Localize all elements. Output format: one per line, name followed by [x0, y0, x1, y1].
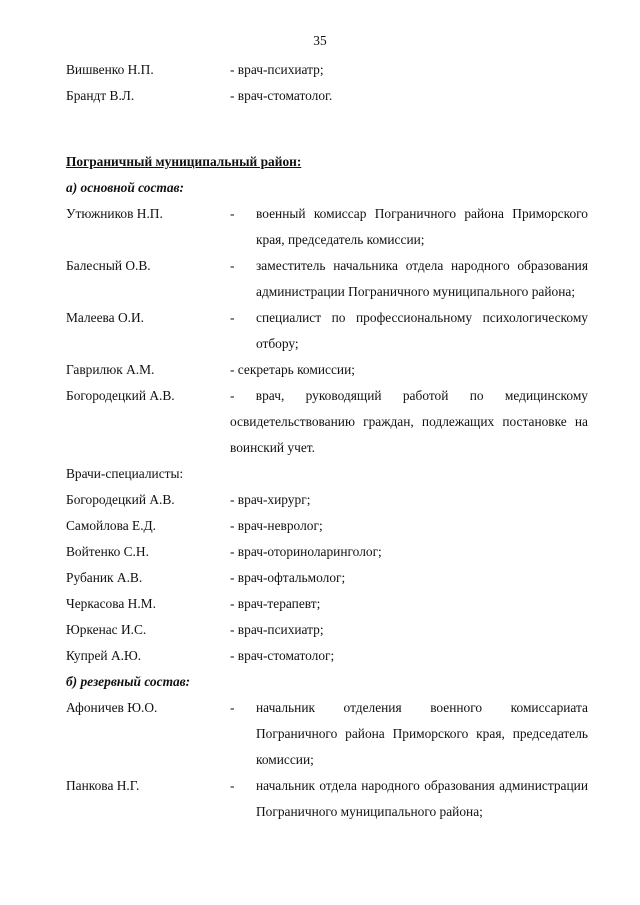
person-role: - врач-терапевт;	[230, 596, 321, 611]
person-role: заместитель начальника отдела народного образования администрации Пограничного муниципального района;	[256, 258, 588, 299]
person-role: - врач-стоматолог.	[230, 88, 333, 103]
dash-mark: -	[230, 310, 235, 325]
list-item	[66, 773, 588, 825]
list-item	[66, 617, 588, 643]
person-role: начальник отдела народного образования администрации Пограничного муниципального района;	[256, 778, 588, 819]
person-role: - секретарь комиссии;	[230, 362, 355, 377]
person-name: Рубаник А.В.	[66, 570, 143, 585]
person-name: Купрей А.Ю.	[66, 648, 142, 663]
list-item	[66, 539, 588, 565]
page-number: 35	[313, 33, 327, 48]
person-name: Афоничев Ю.О.	[66, 700, 158, 715]
person-name: Богородецкий А.В.	[66, 492, 175, 507]
list-item	[66, 383, 588, 461]
specialists-label: Врачи-специалисты:	[66, 466, 184, 481]
person-role: - врач-невролог;	[230, 518, 323, 533]
person-name: Юркенас И.С.	[66, 622, 147, 637]
person-role: специалист по профессиональному психологическому отбору;	[256, 310, 588, 351]
list-item	[66, 643, 588, 669]
section-title: Пограничный муниципальный район:	[66, 154, 302, 169]
list-item	[66, 565, 588, 591]
person-role: - врач-психиатр;	[230, 62, 324, 77]
list-item	[66, 57, 588, 83]
reserve-composition-label: б) резервный состав:	[66, 674, 191, 689]
dash-mark: -	[230, 700, 235, 715]
person-name: Богородецкий А.В.	[66, 388, 175, 403]
list-item	[66, 83, 588, 109]
person-role: - врач-офтальмолог;	[230, 570, 346, 585]
person-role: - врач-стоматолог;	[230, 648, 335, 663]
list-item	[66, 487, 588, 513]
person-name: Черкасова Н.М.	[66, 596, 156, 611]
dash-mark: -	[230, 778, 235, 793]
list-item	[66, 695, 588, 773]
list-item	[66, 513, 588, 539]
list-item	[66, 305, 588, 357]
person-name: Панкова Н.Г.	[66, 778, 140, 793]
dash-mark: -	[230, 206, 235, 221]
document-body	[66, 57, 588, 825]
person-role: начальник отделения военного комиссариата Пограничного района Приморского края, председатель комиссии;	[256, 700, 588, 767]
list-item	[66, 253, 588, 305]
person-name: Самойлова Е.Д.	[66, 518, 157, 533]
person-name: Гаврилюк А.М.	[66, 362, 155, 377]
person-role: - врач, руководящий работой по медицинскому освидетельствованию граждан, подлежащих постановке на воинский учет.	[230, 388, 588, 455]
spacer	[66, 109, 588, 135]
person-name: Малеева О.И.	[66, 310, 145, 325]
person-name: Балесный О.В.	[66, 258, 151, 273]
list-item	[66, 357, 588, 383]
list-item	[66, 201, 588, 253]
dash-mark: -	[230, 258, 235, 273]
person-role: - врач-оториноларинголог;	[230, 544, 382, 559]
list-item	[66, 591, 588, 617]
person-role: - врач-психиатр;	[230, 622, 324, 637]
person-role: - врач-хирург;	[230, 492, 311, 507]
person-name: Вишвенко Н.П.	[66, 62, 154, 77]
person-name: Брандт В.Л.	[66, 88, 135, 103]
person-name: Войтенко С.Н.	[66, 544, 149, 559]
person-name: Утюжников Н.П.	[66, 206, 163, 221]
person-role: военный комиссар Пограничного района Приморского края, председатель комиссии;	[256, 206, 588, 247]
main-composition-label: а) основной состав:	[66, 180, 184, 195]
